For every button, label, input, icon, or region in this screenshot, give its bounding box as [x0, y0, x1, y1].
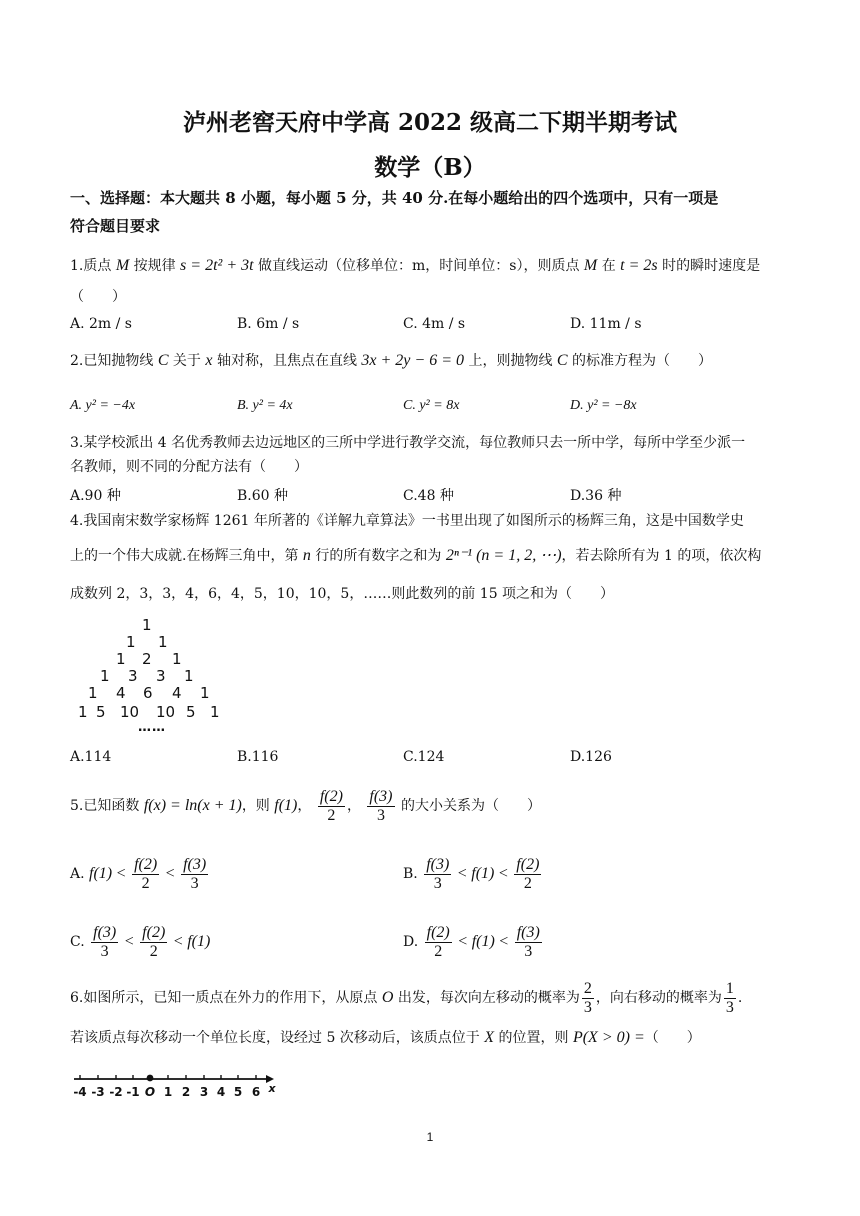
q4-text-3: ，若去除所有为 1 的项，依次构: [561, 548, 762, 564]
question-6-line2: [70, 1028, 701, 1048]
q4-option-c[interactable]: C.124: [403, 749, 445, 765]
axis-label: 4: [216, 1085, 226, 1099]
axis-label-x: x: [268, 1082, 276, 1095]
triangle-cell: 3: [156, 667, 166, 685]
frac-f2: [132, 856, 159, 893]
q2-option-b[interactable]: B. y² = 4x: [237, 398, 293, 413]
expr-f1: f(1): [89, 865, 113, 882]
q2-text-4: 上，则抛物线: [464, 353, 557, 369]
q3-option-c[interactable]: C.48 种: [403, 488, 454, 504]
expr-f1: f(1): [187, 933, 211, 950]
q2-option-d[interactable]: D. y² = −8x: [570, 398, 637, 413]
q5-text-3: 的大小关系为（ ）: [396, 798, 541, 814]
q5-sep-1: ，: [297, 798, 312, 814]
triangle-cell: 1: [158, 633, 168, 651]
frac-numerator: 1: [725, 979, 734, 997]
section-heading-line1: 一、选择题：本大题共 8 小题，每小题 5 分，共 40 分.在每小题给出的四个选项中，只有一项是: [70, 189, 719, 207]
expr-f1: f(1): [471, 865, 495, 882]
q5-option-d[interactable]: [403, 920, 544, 964]
frac-denominator: 3: [524, 942, 533, 960]
q5-option-b[interactable]: [403, 852, 543, 896]
q2-text-1: 2.已知抛物线: [70, 353, 158, 369]
frac-numerator: f(2): [134, 855, 158, 873]
q6-frac-left: [582, 980, 594, 1017]
frac-f2: [514, 856, 541, 893]
q2-text-3: 轴对称，且焦点在直线: [212, 353, 362, 369]
frac-denominator: 3: [725, 998, 734, 1016]
option-label: B.: [403, 866, 418, 882]
q1-formula: s = 2t² + 3t: [180, 257, 254, 274]
frac-denominator: 3: [583, 998, 592, 1016]
q1-option-a[interactable]: A. 2m / s: [70, 316, 132, 332]
q5-frac-f3: [367, 788, 394, 825]
frac-numerator: f(3): [93, 923, 117, 941]
q1-text-4: 在: [597, 258, 621, 274]
frac-denominator: 3: [376, 806, 385, 824]
triangle-cell: 4: [172, 684, 182, 702]
q4-option-b[interactable]: B.116: [237, 749, 279, 765]
lt-sign: <: [173, 933, 183, 950]
q2-formula: 3x + 2y − 6 = 0: [361, 352, 464, 369]
q2-var-x: x: [205, 352, 213, 369]
triangle-cell: 1: [126, 633, 136, 651]
frac-f3: [181, 856, 208, 893]
yang-hui-triangle-figure: [70, 616, 230, 738]
lt-sign: <: [165, 865, 175, 882]
q4-option-a[interactable]: A.114: [70, 749, 112, 765]
q6-text-6: 的位置，则: [494, 1030, 573, 1046]
frac-denominator: 3: [190, 874, 199, 892]
axis-label: -1: [126, 1085, 140, 1099]
q3-option-b[interactable]: B.60 种: [237, 488, 289, 504]
q6-text-2: 出发，每次向左移动的概率为: [393, 990, 580, 1006]
lt-sign: <: [124, 933, 134, 950]
frac-numerator: f(2): [142, 923, 166, 941]
number-line-figure: [70, 1068, 280, 1104]
question-3-line1: 3.某学校派出 4 名优秀教师去边远地区的三所中学进行教学交流，每位教师只去一所中学，每所中学至少派一: [70, 435, 746, 451]
triangle-cell: 5: [186, 703, 196, 721]
triangle-cell: 1: [88, 684, 98, 702]
triangle-cell: 6: [143, 684, 153, 702]
question-3-line2: 名教师，则不同的分配方法有（ ）: [70, 459, 308, 475]
axis-label: -2: [109, 1085, 123, 1099]
q1-option-c[interactable]: C. 4m / s: [403, 316, 466, 332]
triangle-cell: 5: [96, 703, 106, 721]
q1-text-5: 时的瞬时速度是: [657, 258, 761, 274]
triangle-cell: 1: [100, 667, 110, 685]
frac-denominator: 2: [149, 942, 158, 960]
q6-var-x: X: [484, 1029, 495, 1046]
q2-option-a[interactable]: A. y² = −4x: [70, 398, 136, 413]
question-4-line3: 成数列 2，3，3，4，6，4，5，10，10，5，……则此数列的前 15 项之和为（ ）: [70, 586, 615, 602]
axis-label: -4: [73, 1085, 87, 1099]
q1-text-1: 1.质点: [70, 258, 116, 274]
frac-numerator: f(3): [516, 923, 540, 941]
triangle-cell: 1: [142, 616, 152, 634]
question-4-line1: 4.我国南宋数学家杨辉 1261 年所著的《详解九章算法》一书里出现了如图所示的杨辉三角，这是中国数学史: [70, 513, 744, 529]
section-heading-line2: 符合题目要求: [70, 217, 161, 235]
frac-f2: [140, 924, 167, 961]
q6-text-3: ，向右移动的概率为: [595, 990, 722, 1006]
axis-label: 2: [181, 1085, 191, 1099]
q3-option-d[interactable]: D.36 种: [570, 488, 622, 504]
frac-denominator: 2: [523, 874, 532, 892]
expr-f1: f(1): [471, 933, 495, 950]
triangle-cell: 1: [78, 703, 88, 721]
option-label: A.: [70, 866, 85, 882]
q4-option-d[interactable]: D.126: [570, 749, 612, 765]
question-1-stem: [70, 256, 760, 276]
frac-numerator: f(3): [183, 855, 207, 873]
origin-point: [147, 1075, 154, 1082]
q2-option-c[interactable]: C. y² = 8x: [403, 398, 460, 413]
lt-sign: <: [458, 933, 468, 950]
q2-var-c: C: [157, 352, 169, 369]
q2-text-5: 的标准方程为（ ）: [567, 353, 713, 369]
triangle-cell: 1: [200, 684, 210, 702]
triangle-cell: 3: [128, 667, 138, 685]
lt-sign: <: [457, 865, 467, 882]
frac-denominator: 2: [434, 942, 443, 960]
page-number: 1: [426, 1130, 434, 1144]
frac-numerator: f(2): [426, 923, 450, 941]
q6-var-o: O: [381, 989, 394, 1006]
q5-frac-f2: [318, 788, 345, 825]
exam-title: 泸州老窖天府中学高 2022 级高二下期半期考试: [182, 109, 678, 136]
q6-text-7: （ ）: [644, 1030, 701, 1046]
q1-text-3: 做直线运动（位移单位：m，时间单位：s），则质点: [253, 258, 584, 274]
option-label: D.: [403, 934, 419, 950]
triangle-cell: 4: [116, 684, 126, 702]
q6-text-4: .: [737, 990, 743, 1006]
frac-denominator: 2: [327, 806, 336, 824]
lt-sign: <: [498, 865, 508, 882]
q6-formula: P(X > 0) =: [572, 1029, 645, 1046]
q5-text-2: ，则: [241, 798, 275, 814]
q5-sep-2: ，: [346, 798, 361, 814]
axis-label: -3: [91, 1085, 105, 1099]
q5-f1: f(1): [274, 797, 298, 814]
q2-var-c2: C: [556, 352, 568, 369]
q4-formula: 2ⁿ⁻¹ (n = 1, 2, ⋯): [445, 547, 562, 564]
frac-f2: [425, 924, 452, 961]
frac-numerator: 2: [583, 979, 592, 997]
frac-f3: [91, 924, 118, 961]
q1-var-m2: M: [583, 257, 598, 274]
triangle-cell: 1: [172, 650, 182, 668]
frac-denominator: 2: [141, 874, 150, 892]
lt-sign: <: [499, 933, 509, 950]
axis-label: 1: [163, 1085, 173, 1099]
triangle-cell: 1: [184, 667, 194, 685]
frac-numerator: f(2): [319, 787, 343, 805]
axis-label: 6: [251, 1085, 261, 1099]
q1-text-2: 按规律: [129, 258, 181, 274]
question-4-line2: [70, 546, 761, 566]
q1-answer-paren: （ ）: [70, 289, 126, 305]
triangle-cell: 2: [142, 650, 152, 668]
q1-option-b[interactable]: B. 6m / s: [237, 316, 300, 332]
q5-text-1: 5.已知函数: [70, 798, 144, 814]
q1-var-m: M: [115, 257, 130, 274]
frac-numerator: f(3): [426, 855, 450, 873]
lt-sign: <: [116, 865, 126, 882]
question-5-stem: [70, 784, 541, 828]
q6-frac-right: [724, 980, 736, 1017]
frac-f3: [515, 924, 542, 961]
frac-numerator: f(2): [516, 855, 540, 873]
q2-text-2: 关于: [168, 353, 206, 369]
frac-denominator: 3: [433, 874, 442, 892]
q4-text-2: 行的所有数字之和为: [310, 548, 446, 564]
triangle-cell: 1: [210, 703, 220, 721]
q6-text-5: 若该质点每次移动一个单位长度，设经过 5 次移动后，该质点位于: [70, 1030, 485, 1046]
q5-option-a[interactable]: [70, 852, 210, 896]
q4-text-1: 上的一个伟大成就.在杨辉三角中，第: [70, 548, 303, 564]
q5-formula: f(x) = ln(x + 1): [143, 797, 242, 814]
exam-subtitle: 数学（B）: [374, 154, 486, 181]
triangle-cell: 10: [120, 703, 140, 721]
q6-text-1: 6.如图所示，已知一质点在外力的作用下，从原点: [70, 990, 382, 1006]
question-2-stem: [70, 351, 712, 371]
q5-option-c[interactable]: [70, 920, 210, 964]
frac-denominator: 3: [100, 942, 109, 960]
q1-formula-2: t = 2s: [620, 257, 658, 274]
question-6-line1: [70, 976, 742, 1020]
q4-var-n: n: [302, 547, 311, 564]
triangle-dots: ……: [138, 720, 166, 735]
triangle-cell: 10: [156, 703, 176, 721]
axis-label-origin: O: [144, 1085, 156, 1099]
frac-numerator: f(3): [369, 787, 393, 805]
option-label: C.: [70, 934, 85, 950]
triangle-cell: 1: [116, 650, 126, 668]
q1-option-d[interactable]: D. 11m / s: [570, 316, 642, 332]
frac-f3: [424, 856, 451, 893]
q3-option-a[interactable]: A.90 种: [70, 488, 121, 504]
axis-label: 3: [199, 1085, 209, 1099]
axis-label: 5: [233, 1085, 243, 1099]
